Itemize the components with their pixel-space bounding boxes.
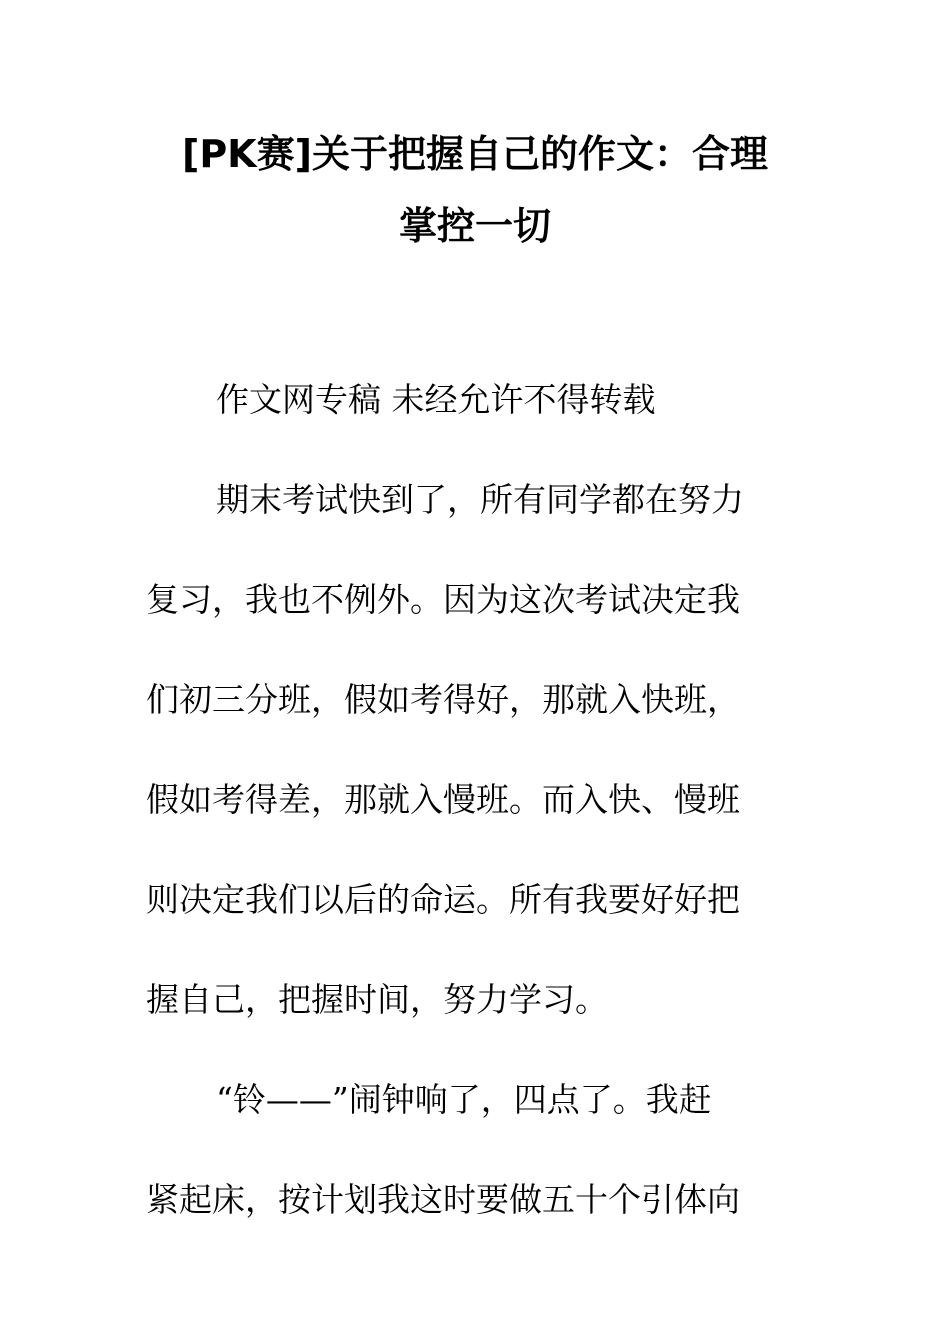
document-title [140, 118, 810, 262]
paragraph-2-line-1: “铃——”闹钟响了，四点了。我赶 [216, 1080, 712, 1119]
paragraph-1-line-5: 则决定我们以后的命运。所有我要好好把 [146, 880, 740, 919]
paragraph-2-line-2: 紧起床，按计划我这时要做五十个引体向 [146, 1180, 740, 1219]
paragraph-1-line-3: 们初三分班，假如考得好，那就入快班， [146, 680, 740, 719]
paragraph-1-line-2: 复习，我也不例外。因为这次考试决定我 [146, 580, 740, 619]
paragraph-1-line-4: 假如考得差，那就入慢班。而入快、慢班 [146, 780, 740, 819]
title-line-2: 掌控一切 [398, 204, 551, 248]
paragraph-1-line-6: 握自己，把握时间，努力学习。 [146, 980, 608, 1019]
document-body [146, 350, 786, 1250]
paragraph-1-line-1: 期末考试快到了，所有同学都在努力 [216, 480, 744, 519]
source-note: 作文网专稿 未经允许不得转载 [216, 380, 656, 419]
title-line-1: [PK赛]关于把握自己的作文：合理 [181, 132, 769, 176]
